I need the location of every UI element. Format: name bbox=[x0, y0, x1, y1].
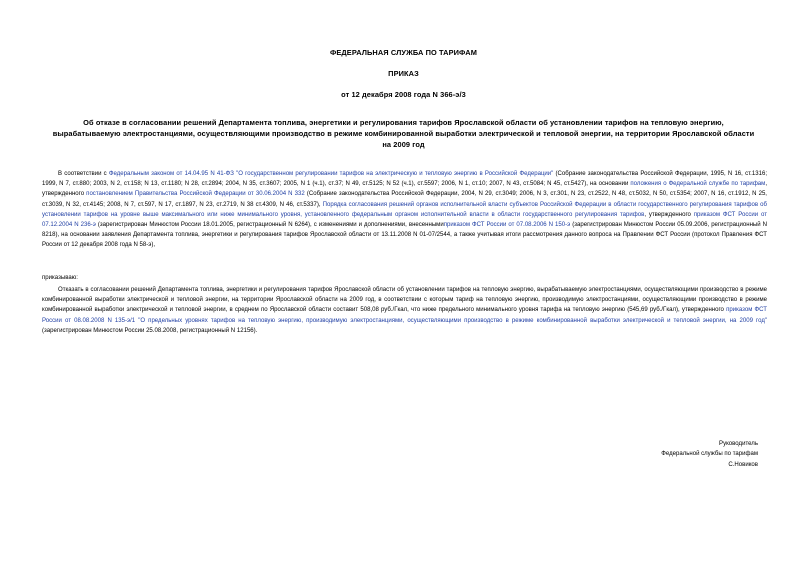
fst-order-150-link[interactable]: приказом ФСТ России от 07.08.2006 N 150-э bbox=[443, 222, 571, 229]
fst-order-135-link[interactable]: приказом ФСТ России от 08.08.2008 N 135-э/1 "О предельных уровнях тарифов на тепловую энергию, производимую электростанциями, осуществляющими производство в режиме комбинированной выработки электрической и тепловой энергии, на 2009 год" bbox=[42, 307, 767, 324]
text-segment: (зарегистрирован Минюстом России 25.08.2008, регистрационный N 12156). bbox=[42, 327, 258, 334]
signer-organization: Федеральной службы по тарифам bbox=[661, 451, 758, 458]
federal-law-link[interactable]: Федеральным законом от 14.04.95 N 41-ФЗ "О государственном регулировании тарифов на электрическую и тепловую энергию в Российской Федерации" bbox=[108, 171, 554, 177]
approval-procedure-link[interactable]: Порядка согласования решений органов исполнительной власти субъектов Российской Федерации в области государственного регулирования тарифов об установлении тарифов на уровне выше максимального или ниже минимального уровня, установленного федеральным органом исполнительной власти в области государственного регулирования тарифов bbox=[42, 201, 767, 218]
date-number-heading: от 12 декабря 2008 года N 366-э/3 bbox=[341, 90, 466, 99]
decision-paragraph bbox=[42, 285, 767, 336]
text-segment: , утвержденного bbox=[644, 211, 694, 218]
signature-block bbox=[661, 439, 758, 470]
signer-name: С.Новиков bbox=[728, 461, 758, 468]
document-title: Об отказе в согласовании решений Департамента топлива, энергетики и регулирования тарифов Ярославской области об установлении тарифов на тепловую энергию, вырабатываемую электростанциями, осуществляющими производство в режиме комбинированной выработки электрической и тепловой энергии, на территории Ярославской области на 2009 год bbox=[52, 118, 755, 149]
organization-heading: ФЕДЕРАЛЬНАЯ СЛУЖБА ПО ТАРИФАМ bbox=[330, 48, 477, 57]
text-segment: (зарегистрирован Минюстом России 05.09.2006, регистрационный N 8218), на основании заявления Департамента топлива, энергетики и регулирования тарифов Ярославской области от 13.11.2008 N 01-07/2544, а также учитывая итоги рассмотрения данного вопроса на Правлении ФСТ России (протокол Правления ФСТ России от 12 декабря 2008 года N 58-э), bbox=[42, 222, 767, 249]
government-decree-link[interactable]: постановлением Правительства Российской Федерации от 30.06.2004 N 332 bbox=[86, 191, 305, 198]
preamble-paragraph bbox=[42, 169, 767, 251]
text-segment: (Собрание законодательства Российской Федерации, 2004, N 29, ст.3049; 2006, N 3, ст.301, N 23, ст.2522, N 48, ст.5032, N 50, ст.5354; 2007, N 16, ст.1912, N 25, ст.3039, N 32, ст.4145; 2008, N 7, ст.597, N 17, ст.1897, N 23, ст.2719, N 38 ст.4309, N 46, ст.5337), bbox=[42, 191, 767, 208]
text-segment: Отказать в согласовании решений Департамента топлива, энергетики и регулирования тарифов Ярославской области об установлении тарифов на тепловую энергию, вырабатываемую электростанциями, осуществляющими производство в режиме комбинированной выработки электрической и тепловой энергии, на территории Ярославской области на 2009 год, в соответствии с которым тариф на тепловую энергию, производимую электростанциями, осуществляющими производство в режиме комбинированной выработки электрической и тепловой энергии, в среднем по Ярославской области составит 508,08 руб./Гкал, что ниже предельного минимального уровня тарифа на тепловую энергию (545,69 руб./Гкал), утвержденного bbox=[42, 287, 767, 314]
text-segment: (Собрание законодательства Российской Федерации, 1995, N 16, ст.1316; 1999, N 7, ст.880; 2003, N 2, ст.158; N 13, ст.1180; N 28, ст.2894; 2004, N 35, ст.3607; 2005, N 1 (ч.1), ст.37; N 49, ст.5125; N 52 (ч.1), ст.5597; 2006, N 1, ст.10; 2007, N 43, ст.5084; N 45, ст.5427), на основании bbox=[42, 171, 767, 188]
text-segment: (зарегистрирован Минюстом России 18.01.2005, регистрационный N 6264), с изменениями и дополнениями, внесенными bbox=[95, 222, 444, 229]
orders-word: приказываю: bbox=[42, 275, 78, 281]
fst-regulation-link[interactable]: положения о Федеральной службе по тарифам bbox=[630, 181, 766, 188]
text-segment: , утвержденного bbox=[42, 181, 767, 198]
document-type-heading: ПРИКАЗ bbox=[388, 69, 419, 78]
fst-order-236-link[interactable]: приказом ФСТ России от 07.12.2004 N 236-э bbox=[42, 211, 767, 229]
signer-title: Руководитель bbox=[719, 441, 758, 447]
text-segment: В соответствии с bbox=[58, 171, 109, 177]
